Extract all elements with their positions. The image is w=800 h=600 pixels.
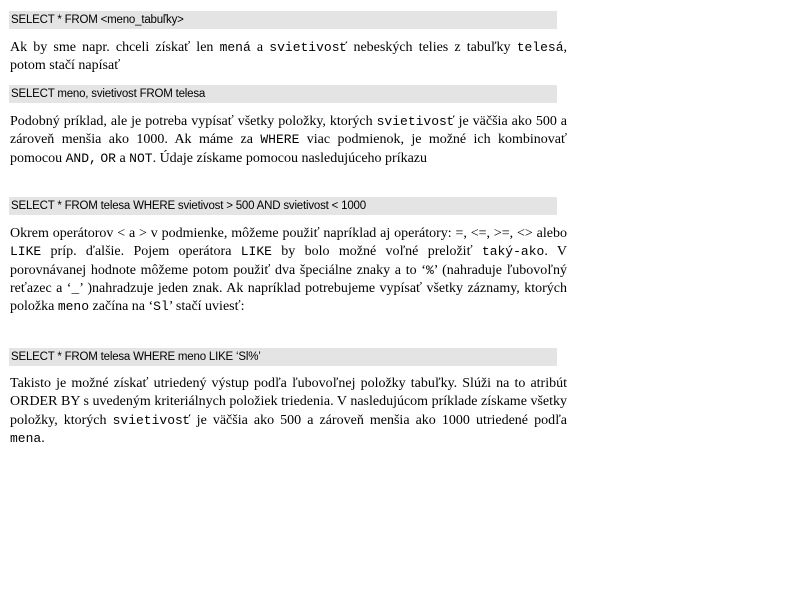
- sql-code-block: SELECT * FROM telesa WHERE svietivost > 500 AND svietivost < 1000: [9, 197, 557, 215]
- paragraph-select-columns: Ak by sme napr. chceli získať len mená a svietivosť nebeských telies z tabuľky telesá, potom stačí napísať: [10, 40, 567, 74]
- inline-code: svietivosť: [269, 40, 348, 55]
- inline-code: svietivosť: [112, 412, 191, 428]
- sql-code-block: SELECT * FROM <meno_tabuľky>: [9, 11, 557, 29]
- paragraph-operators: Okrem operátorov < a > v podmienke, môžeme použiť napríklad aj operátory: =, <=, >=, <> alebo LIKE príp. ďalšie. Pojem operátora LIKE by bolo možné voľné preložiť taký-ako. V porovnávanej hodnote môžeme potom použiť dva špeciálne znaky a to ‘%’ (nahraduje ľubovoľný reťazec a ‘_’ )nahradzuje jeden znak. Ak napríklad potrebujeme vypísať všetky záznamy, ktorých položka meno začína na ‘Sl’ stačí uviesť:: [10, 226, 568, 315]
- inline-code: OR: [100, 150, 116, 166]
- inline-code: svietivosť: [376, 114, 455, 129]
- inline-code: _: [71, 280, 80, 296]
- inline-code: Sl: [153, 299, 169, 315]
- inline-code: mená: [219, 40, 251, 55]
- inline-code: meno: [57, 299, 90, 315]
- sql-code-block: SELECT meno, svietivost FROM telesa: [9, 85, 557, 103]
- inline-code: WHERE: [260, 132, 300, 148]
- inline-code: LIKE: [240, 244, 272, 260]
- inline-code: NOT: [129, 150, 153, 166]
- sql-code-block: SELECT * FROM telesa WHERE meno LIKE ‘Sl%’: [9, 348, 557, 366]
- inline-code: mena: [10, 430, 42, 446]
- inline-code: LIKE: [10, 244, 42, 260]
- paragraph-where-conditions: Podobný príklad, ale je potreba vypísať všetky položky, ktorých svietivosť je väčšia ako 500 a zároveň menšia ako 1000. Ak máme za WHERE viac podmienok, je možné ich kombinovať pomocou AND, OR a NOT. Údaje získame pomocou nasledujúceho príkazu: [10, 114, 568, 166]
- inline-code: %: [425, 262, 434, 278]
- inline-code: telesá: [516, 40, 564, 55]
- inline-code: AND,: [65, 150, 97, 166]
- paragraph-order-by: Takisto je možné získať utriedený výstup podľa ľubovoľnej položky tabuľky. Slúži na to atribút ORDER BY s uvedeným kriteriálnych položiek triedenia. V nasledujúcom príklade získame všetky položky, ktorých svietivosť je väčšia ako 500 a zároveň menšia ako 1000 utriedené podľa mena.: [10, 376, 567, 446]
- inline-code: taký-ako: [481, 244, 545, 260]
